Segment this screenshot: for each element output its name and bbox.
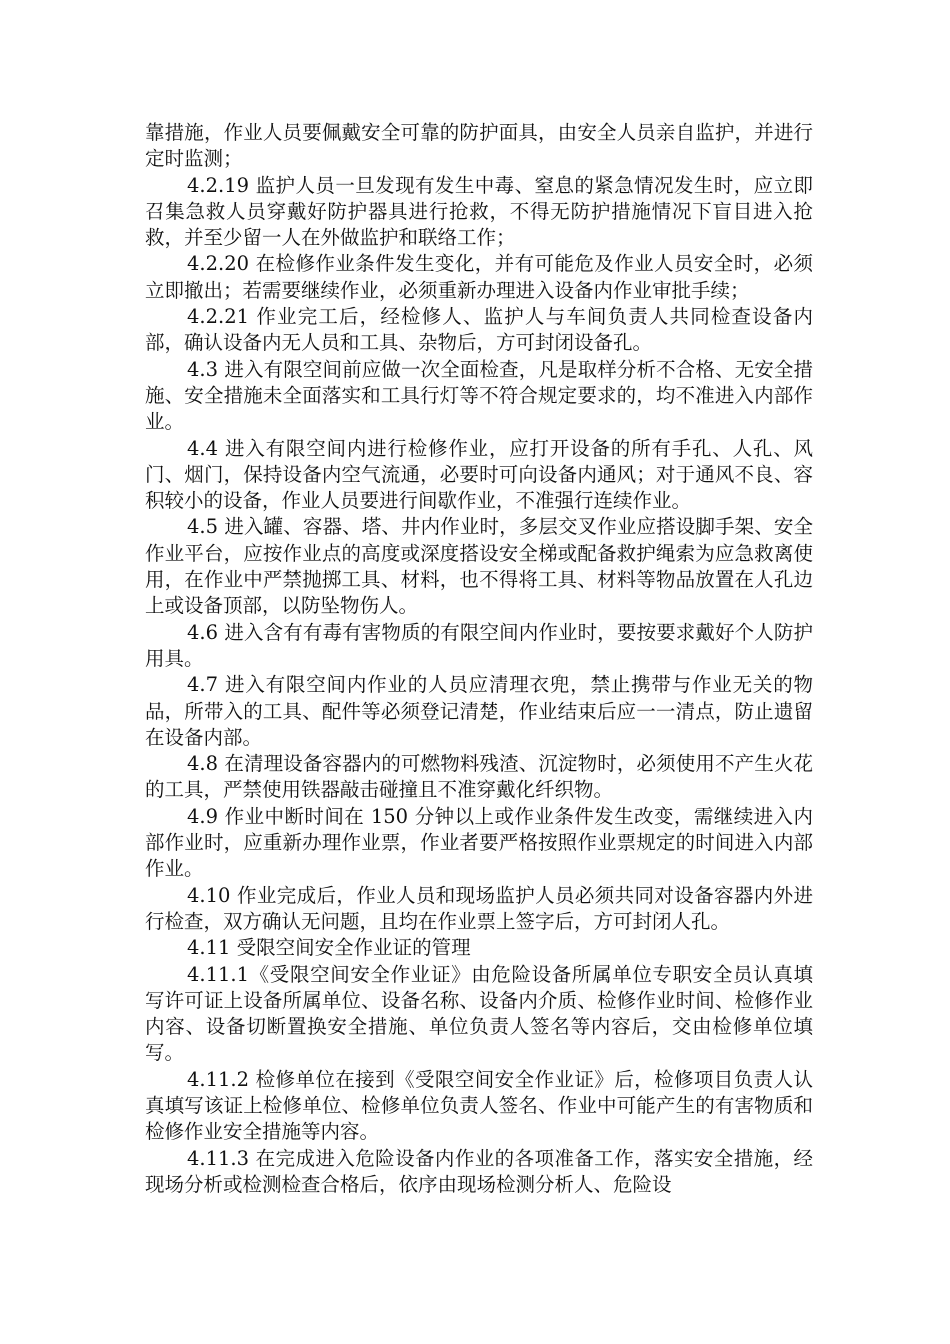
- paragraph: 4.2.21 作业完工后，经检修人、监护人与车间负责人共同检查设备内部，确认设备内无人员和工具、杂物后，方可封闭设备孔。: [145, 305, 813, 355]
- paragraph: 4.2.19 监护人员一旦发现有发生中毒、窒息的紧急情况发生时，应立即召集急救人员穿戴好防护器具进行抢救，不得无防护措施情况下盲目进入抢救，并至少留一人在外做监护和联络工作；: [145, 173, 813, 250]
- paragraph: 4.10 作业完成后，作业人员和现场监护人员必须共同对设备容器内外进行检查，双方确认无问题，且均在作业票上签字后，方可封闭人孔。: [145, 883, 813, 933]
- section-heading: 4.11 受限空间安全作业证的管理: [187, 936, 471, 960]
- document-body: [145, 120, 813, 1198]
- paragraph: 4.11.3 在完成进入危险设备内作业的各项准备工作，落实安全措施，经现场分析或检测检查合格后，依序由现场检测分析人、危险设: [145, 1146, 813, 1196]
- paragraph: 4.5 进入罐、容器、塔、井内作业时，多层交叉作业应搭设脚手架、安全作业平台，应按作业点的高度或深度搭设安全梯或配备救护绳索为应急救离使用，在作业中严禁抛掷工具、材料，也不得将工具、材料等物品放置在人孔边上或设备顶部，以防坠物伤人。: [145, 515, 813, 618]
- paragraph: 4.9 作业中断时间在 150 分钟以上或作业条件发生改变，需继续进入内部作业时，应重新办理作业票，作业者要严格按照作业票规定的时间进入内部作业。: [145, 804, 813, 881]
- paragraph: 4.11.1《受限空间安全作业证》由危险设备所属单位专职安全员认真填写许可证上设备所属单位、设备名称、设备内介质、检修作业时间、检修作业内容、设备切断置换安全措施、单位负责人签名等内容后，交由检修单位填写。: [145, 962, 813, 1065]
- paragraph: 4.8 在清理设备容器内的可燃物料残渣、沉淀物时，必须使用不产生火花的工具，严禁使用铁器敲击碰撞且不准穿戴化纤织物。: [145, 752, 813, 802]
- paragraph: 4.11.2 检修单位在接到《受限空间安全作业证》后，检修项目负责人认真填写该证上检修单位、检修单位负责人签名、作业中可能产生的有害物质和检修作业安全措施等内容。: [145, 1067, 813, 1144]
- paragraph: 靠措施，作业人员要佩戴安全可靠的防护面具，由安全人员亲自监护，并进行定时监测；: [145, 121, 813, 171]
- paragraph: 4.7 进入有限空间内作业的人员应清理衣兜，禁止携带与作业无关的物品，所带入的工具、配件等必须登记清楚，作业结束后应一一清点，防止遗留在设备内部。: [145, 673, 813, 749]
- paragraph: 4.4 进入有限空间内进行检修作业，应打开设备的所有手孔、人孔、风门、烟门，保持设备内空气流通，必要时可向设备内通风；对于通风不良、容积较小的设备，作业人员要进行间歇作业，不准强行连续作业。: [145, 436, 813, 513]
- paragraph: 4.2.20 在检修作业条件发生变化，并有可能危及作业人员安全时，必须立即撤出；若需要继续作业，必须重新办理进入设备内作业审批手续；: [145, 252, 813, 302]
- paragraph: 4.3 进入有限空间前应做一次全面检查，凡是取样分析不合格、无安全措施、安全措施未全面落实和工具行灯等不符合规定要求的，均不准进入内部作业。: [145, 357, 813, 434]
- paragraph: 4.6 进入含有有毒有害物质的有限空间内作业时，要按要求戴好个人防护用具。: [145, 620, 813, 670]
